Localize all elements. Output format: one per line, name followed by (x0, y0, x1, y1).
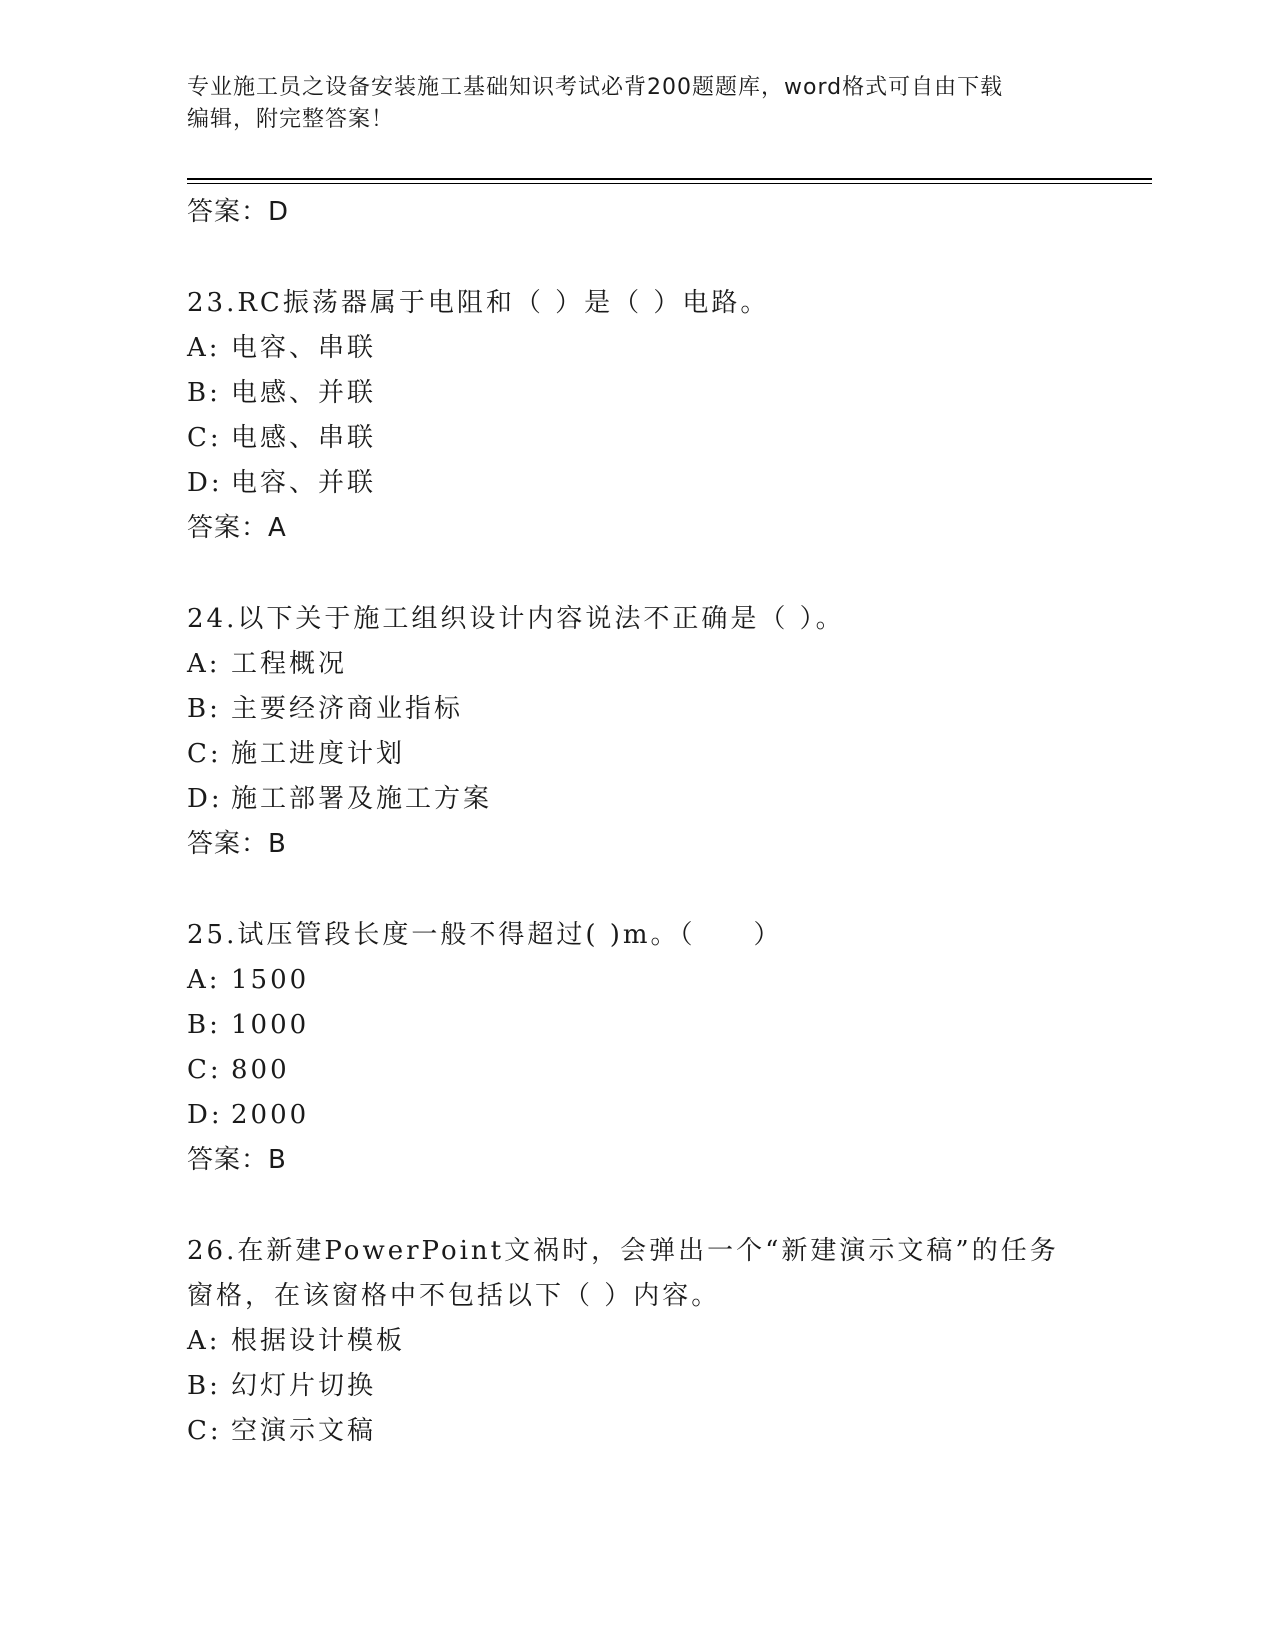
question-text: 23.RC振荡器属于电阻和（ ）是（ ）电路。 (187, 288, 770, 318)
spacer (187, 1182, 1087, 1229)
option-letter: B: (187, 1371, 221, 1401)
option-text: 2000 (231, 1100, 310, 1130)
option-text: 幻灯片切换 (231, 1371, 377, 1401)
previous-answer: 答案：D (187, 197, 290, 227)
document-header (187, 72, 1087, 136)
option-c (187, 1409, 1087, 1454)
header-rule-thick (187, 178, 1152, 180)
option-letter: D: (187, 1100, 223, 1130)
option-text: 工程概况 (231, 649, 348, 679)
option-text: 1000 (231, 1010, 310, 1040)
header-rule-thin (187, 183, 1152, 184)
option-a (187, 326, 1087, 371)
option-c (187, 732, 1087, 777)
option-c (187, 1048, 1087, 1093)
option-b (187, 1003, 1087, 1048)
option-d (187, 461, 1087, 506)
question-26 (187, 1229, 1087, 1454)
question-text-line2: 窗格，在该窗格中不包括以下（ ）内容。 (187, 1281, 721, 1311)
option-letter: B: (187, 694, 221, 724)
option-letter: A: (187, 1326, 221, 1356)
option-b (187, 687, 1087, 732)
option-letter: C: (187, 423, 222, 453)
option-text: 施工部署及施工方案 (231, 784, 493, 814)
option-c (187, 416, 1087, 461)
option-a (187, 1319, 1087, 1364)
option-text: 电感、串联 (231, 423, 377, 453)
answer-label: 答案：A (187, 513, 287, 543)
option-text: 电感、并联 (231, 378, 377, 408)
spacer (187, 234, 1087, 281)
question-text: 25.试压管段长度一般不得超过( )m。（ ） (187, 920, 783, 950)
option-letter: C: (187, 1055, 222, 1085)
option-a (187, 642, 1087, 687)
option-letter: A: (187, 333, 221, 363)
question-24 (187, 597, 1087, 866)
header-title-line1: 专业施工员之设备安装施工基础知识考试必背200题题库，word格式可自由下载 (187, 75, 1004, 100)
option-letter: C: (187, 1416, 222, 1446)
option-letter: D: (187, 784, 223, 814)
option-letter: D: (187, 468, 223, 498)
option-b (187, 1364, 1087, 1409)
option-text: 电容、串联 (231, 333, 377, 363)
header-title-line2: 编辑，附完整答案！ (187, 107, 395, 132)
question-23 (187, 281, 1087, 550)
option-text: 主要经济商业指标 (231, 694, 464, 724)
question-list (187, 190, 1087, 1454)
option-letter: B: (187, 378, 221, 408)
option-d (187, 777, 1087, 822)
option-text: 800 (231, 1055, 290, 1085)
option-text: 1500 (231, 965, 310, 995)
option-text: 电容、并联 (231, 468, 377, 498)
option-b (187, 371, 1087, 416)
option-letter: A: (187, 965, 221, 995)
option-text: 施工进度计划 (231, 739, 406, 769)
option-letter: A: (187, 649, 221, 679)
question-text: 24.以下关于施工组织设计内容说法不正确是（ ）。 (187, 604, 845, 634)
spacer (187, 550, 1087, 597)
option-d (187, 1093, 1087, 1138)
option-a (187, 958, 1087, 1003)
option-letter: B: (187, 1010, 221, 1040)
option-text: 根据设计模板 (231, 1326, 406, 1356)
option-text: 空演示文稿 (231, 1416, 377, 1446)
question-text-line1: 26.在新建PowerPoint文祸时，会弹出一个“新建演示文稿”的任务 (187, 1236, 1059, 1266)
question-25 (187, 913, 1087, 1182)
answer-label: 答案：B (187, 829, 287, 859)
answer-label: 答案：B (187, 1145, 287, 1175)
option-letter: C: (187, 739, 222, 769)
spacer (187, 866, 1087, 913)
